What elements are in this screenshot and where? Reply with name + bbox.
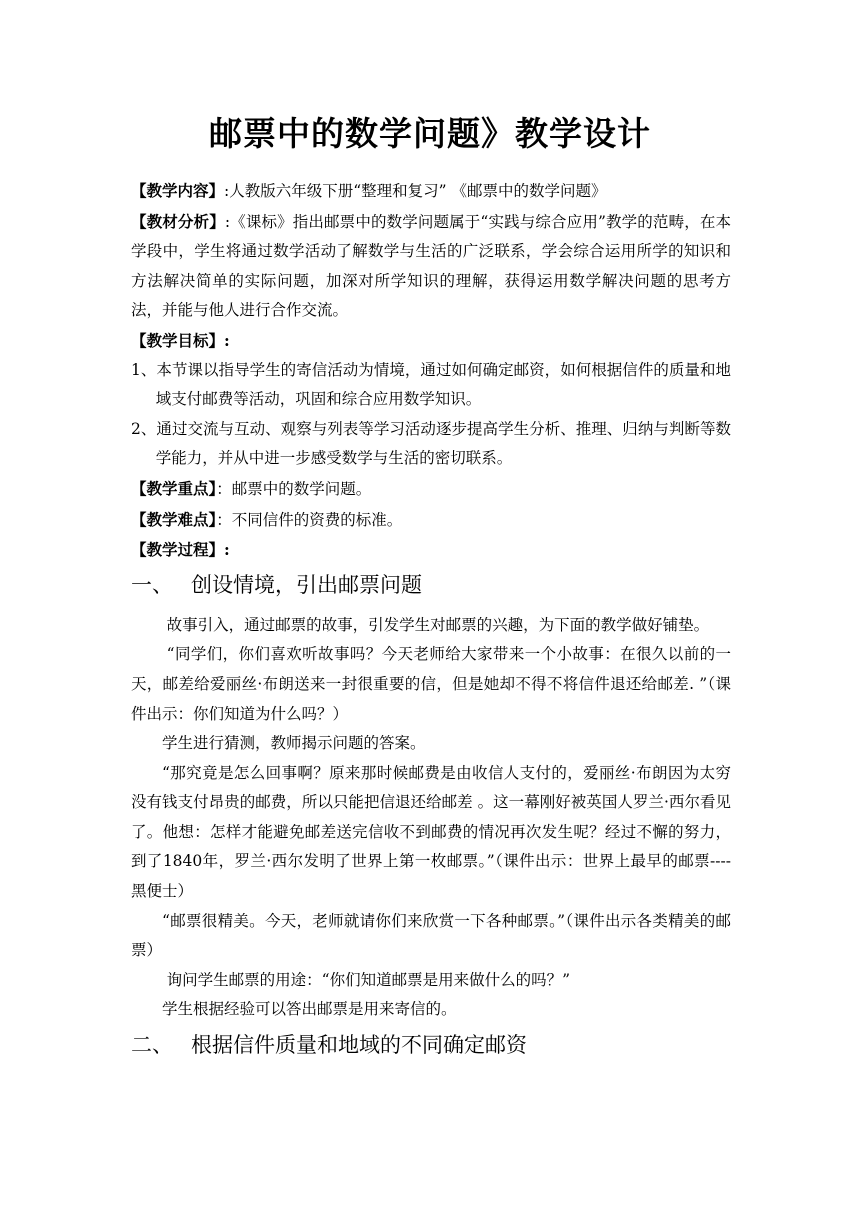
section-2-heading <box>131 1031 731 1059</box>
section-1-paragraph: 学生进行猜测，教师揭示问题的答案。 <box>162 734 426 753</box>
teaching-goals-label: 【教学目标】: <box>131 330 230 350</box>
material-analysis-text: :《课标》指出邮票中的数学问题属于“实践与综合应用”教学的范畴，在本学段中，学生将通过数学活动了解数学与生活的广泛联系，学会综合运用所学的知识和方法解决简单的实际问题，加深对所学知识的理解，获得运用数学解决问题的思考方法，并能与他人进行合作交流。 <box>131 212 731 320</box>
key-point-line <box>131 474 731 505</box>
teaching-process-label: 【教学过程】: <box>131 540 230 560</box>
section-2-title: 根据信件质量和地域的不同确定邮资 <box>191 1033 527 1058</box>
section-1-paragraph: “邮票很精美。今天，老师就请你们来欣赏一下各种邮票。”（课件出示各类精美的邮票） <box>131 911 731 960</box>
teaching-content-text: :人教版六年级下册“整理和复习” 《邮票中的数学问题》 <box>224 182 607 200</box>
section-1-number: 一、 <box>131 572 173 597</box>
difficulty-text: ：不同信件的资费的标准。 <box>216 510 403 529</box>
teaching-goal-item: 2、通过交流与互动、观察与列表等学习活动逐步提高学生分析、推理、归纳与判断等数学能力，并从中进一步感受数学与生活的密切联系。 <box>131 419 731 468</box>
section-1-heading <box>131 571 731 599</box>
section-1-paragraph: “那究竟是怎么回事啊？原来那时候邮费是由收信人支付的，爱丽丝·布朗因为太穷没有钱支付昂贵的邮费，所以只能把信退还给邮差 。这一幕刚好被英国人罗兰·西尔看见了。他想：怎样才能避免邮差送完信收不到邮费的情况再次发生呢？经过不懈的努力，到了1840年，罗兰·西尔发明了世界上第一枚邮票。”（课件出示：世界上最早的邮票----黑便士） <box>131 763 731 901</box>
key-point-label: 【教学重点】 <box>131 478 217 498</box>
section-1-paragraph: 询问学生邮票的用途：“你们知道邮票是用来做什么的吗？” <box>166 970 570 989</box>
section-1-title: 创设情境，引出邮票问题 <box>191 572 422 597</box>
difficulty-label: 【教学难点】 <box>131 509 217 529</box>
document-body <box>131 176 731 1071</box>
material-analysis-label: 【教材分析】 <box>131 211 225 231</box>
teaching-content-line <box>131 176 731 207</box>
key-point-text: ：邮票中的数学问题。 <box>216 479 372 498</box>
difficulty-line <box>131 505 731 536</box>
teaching-content-label: 【教学内容】 <box>131 181 225 200</box>
section-1-paragraph: 学生根据经验可以答出邮票是用来寄信的。 <box>162 1000 457 1019</box>
section-1-paragraph: “同学们，你们喜欢听故事吗？今天老师给大家带来一个小故事：在很久以前的一天，邮差给爱丽丝·布朗送来一封很重要的信，但是她却不得不将信件退还给邮差. ”（课件出示：你们知道为什么吗？） <box>131 645 731 723</box>
document-title: 邮票中的数学问题》教学设计 <box>209 114 651 153</box>
material-analysis-paragraph <box>131 207 731 326</box>
section-2-number: 二、 <box>131 1033 173 1058</box>
teaching-goal-item: 1、本节课以指导学生的寄信活动为情境，通过如何确定邮资，如何根据信件的质量和地域支付邮费等活动，巩固和综合应用数学知识。 <box>131 360 731 409</box>
section-1-paragraph: 故事引入，通过邮票的故事，引发学生对邮票的兴趣，为下面的教学做好铺垫。 <box>166 615 710 634</box>
